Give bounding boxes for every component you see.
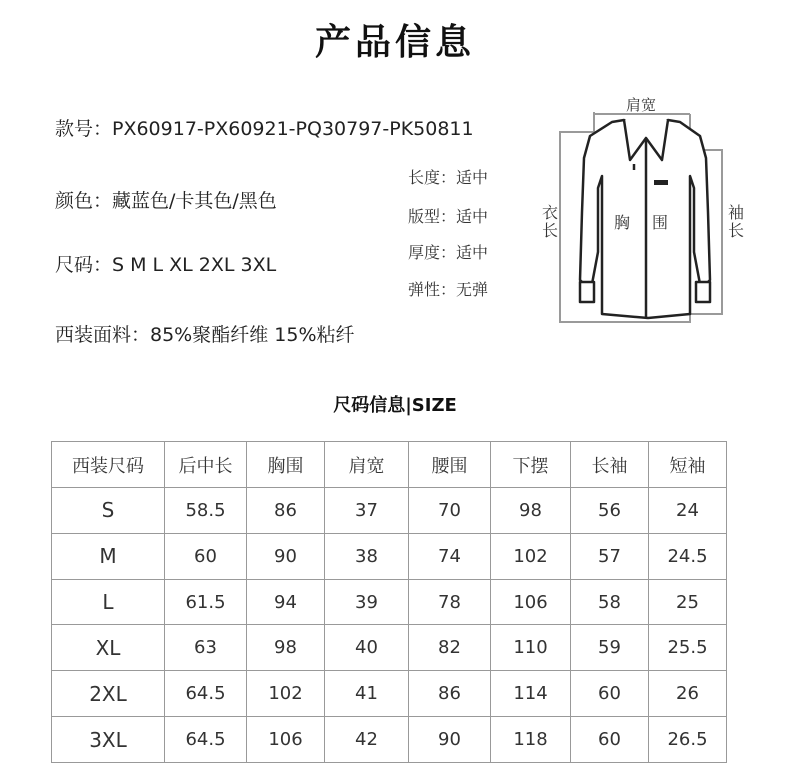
table-cell: 90 bbox=[409, 717, 491, 763]
table-cell: 102 bbox=[491, 533, 571, 579]
body-length-label: 衣长 bbox=[542, 203, 559, 240]
table-cell: L bbox=[52, 579, 165, 625]
page-title: 产品信息 bbox=[314, 22, 475, 63]
table-row bbox=[52, 488, 727, 534]
table-cell: M bbox=[52, 533, 165, 579]
header-chest: 胸围 bbox=[247, 442, 325, 488]
table-row bbox=[52, 717, 727, 763]
table-cell: 106 bbox=[491, 579, 571, 625]
header-size: 西装尺码 bbox=[52, 442, 165, 488]
table-cell: 60 bbox=[571, 717, 649, 763]
table-row bbox=[52, 671, 727, 717]
table-row bbox=[52, 625, 727, 671]
table-cell: 98 bbox=[491, 488, 571, 534]
table-cell: 24.5 bbox=[649, 533, 727, 579]
header-back-length: 后中长 bbox=[165, 442, 247, 488]
table-cell: 37 bbox=[325, 488, 409, 534]
table-cell: 2XL bbox=[52, 671, 165, 717]
table-cell: 94 bbox=[247, 579, 325, 625]
table-cell: 64.5 bbox=[165, 671, 247, 717]
table-row bbox=[52, 533, 727, 579]
table-cell: 118 bbox=[491, 717, 571, 763]
table-cell: 42 bbox=[325, 717, 409, 763]
table-cell: 24 bbox=[649, 488, 727, 534]
table-cell: 26 bbox=[649, 671, 727, 717]
table-header-row bbox=[52, 442, 727, 488]
table-cell: 60 bbox=[571, 671, 649, 717]
table-cell: 63 bbox=[165, 625, 247, 671]
table-cell: 26.5 bbox=[649, 717, 727, 763]
table-cell: 90 bbox=[247, 533, 325, 579]
table-cell: 39 bbox=[325, 579, 409, 625]
table-cell: 41 bbox=[325, 671, 409, 717]
header-short-sleeve: 短袖 bbox=[649, 442, 727, 488]
table-cell: 61.5 bbox=[165, 579, 247, 625]
fabric-composition: 西装面料：85%聚酯纤维 15%粘纤 bbox=[55, 324, 355, 346]
table-cell: 102 bbox=[247, 671, 325, 717]
table-cell: 114 bbox=[491, 671, 571, 717]
table-cell: 57 bbox=[571, 533, 649, 579]
table-cell: S bbox=[52, 488, 165, 534]
table-cell: 82 bbox=[409, 625, 491, 671]
table-row bbox=[52, 579, 727, 625]
table-cell: 59 bbox=[571, 625, 649, 671]
table-cell: 60 bbox=[165, 533, 247, 579]
shirt-measurement-diagram bbox=[538, 92, 758, 332]
size-section-title: 尺码信息|SIZE bbox=[333, 395, 457, 416]
size-table bbox=[51, 441, 727, 763]
attr-elasticity: 弹性：无弹 bbox=[408, 280, 489, 299]
chest-label-left: 胸 bbox=[614, 213, 631, 232]
table-cell: 98 bbox=[247, 625, 325, 671]
header-waist: 腰围 bbox=[409, 442, 491, 488]
style-number: 款号：PX60917-PX60921-PQ30797-PK50811 bbox=[55, 118, 474, 140]
table-cell: 110 bbox=[491, 625, 571, 671]
table-cell: 86 bbox=[247, 488, 325, 534]
table-cell: 25.5 bbox=[649, 625, 727, 671]
attr-length: 长度：适中 bbox=[408, 168, 489, 187]
table-cell: 58 bbox=[571, 579, 649, 625]
table-cell: 70 bbox=[409, 488, 491, 534]
header-hem: 下摆 bbox=[491, 442, 571, 488]
table-cell: 74 bbox=[409, 533, 491, 579]
table-cell: 38 bbox=[325, 533, 409, 579]
shirt-icon bbox=[538, 92, 758, 332]
table-cell: 56 bbox=[571, 488, 649, 534]
header-shoulder: 肩宽 bbox=[325, 442, 409, 488]
shoulder-width-label: 肩宽 bbox=[626, 96, 657, 114]
table-cell: 86 bbox=[409, 671, 491, 717]
attr-thickness: 厚度：适中 bbox=[408, 243, 489, 262]
sleeve-length-label: 袖长 bbox=[728, 203, 745, 240]
table-cell: 58.5 bbox=[165, 488, 247, 534]
table-cell: 25 bbox=[649, 579, 727, 625]
table-cell: 78 bbox=[409, 579, 491, 625]
table-cell: 40 bbox=[325, 625, 409, 671]
size-options: 尺码：S M L XL 2XL 3XL bbox=[55, 254, 277, 276]
table-cell: 106 bbox=[247, 717, 325, 763]
attr-fit: 版型：适中 bbox=[408, 207, 489, 226]
table-cell: 64.5 bbox=[165, 717, 247, 763]
table-cell: 3XL bbox=[52, 717, 165, 763]
chest-label-right: 围 bbox=[652, 213, 669, 232]
color-options: 颜色：藏蓝色/卡其色/黑色 bbox=[55, 190, 277, 212]
table-cell: XL bbox=[52, 625, 165, 671]
header-long-sleeve: 长袖 bbox=[571, 442, 649, 488]
